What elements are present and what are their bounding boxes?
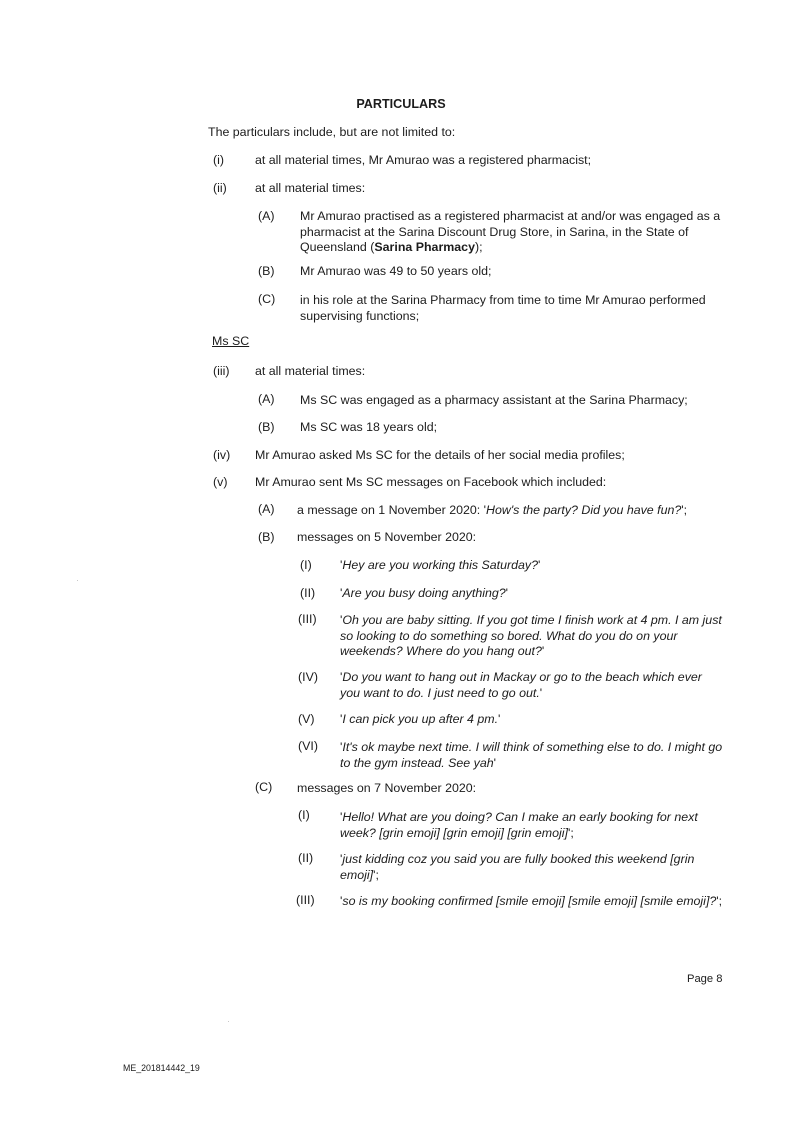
item-v-c-iii-text: 'so is my booking confirmed [smile emoji] [smile emoji] [smile emoji]?'; — [340, 894, 723, 908]
item-i-text: at all material times, Mr Amurao was a registered pharmacist; — [255, 153, 592, 167]
item-v-b-i-label: (I) — [300, 558, 312, 572]
scan-speck — [77, 580, 78, 581]
item-v-b-ii-label: (II) — [300, 586, 316, 600]
item-v-c-ii-label: (II) — [298, 851, 314, 865]
item-v-b-text: messages on 5 November 2020: — [297, 530, 477, 544]
item-v-c-label: (C) — [255, 780, 273, 794]
item-v-b-label: (B) — [258, 530, 275, 544]
item-v-b-vi-text: 'It's ok maybe next time. I will think of something else to do. I might go to the gym instead. See yah' — [340, 740, 723, 770]
item-ii-b-text: Mr Amurao was 49 to 50 years old; — [300, 264, 492, 278]
item-iii-a-text: Ms SC was engaged as a pharmacy assistant at the Sarina Pharmacy; — [300, 393, 688, 407]
item-v-c-i-label: (I) — [298, 808, 310, 822]
item-v-c-ii-text: 'just kidding coz you said you are fully booked this weekend [grin emoji]'; — [340, 852, 695, 882]
item-v-b-iv-text: 'Do you want to hang out in Mackay or go to the beach which ever you want to do. I just need to go out.' — [340, 670, 702, 700]
item-ii-text: at all material times: — [255, 181, 366, 195]
item-i-label: (i) — [213, 153, 225, 167]
scan-speck — [228, 1021, 229, 1022]
item-v-b-v-label: (V) — [298, 712, 315, 726]
item-v-c-i-text: 'Hello! What are you doing? Can I make an early booking for next week? [grin emoji] [grin emoji] [grin emoji]'; — [340, 810, 698, 840]
defined-term-sarina-pharmacy: Sarina Pharmacy — [374, 240, 475, 255]
item-v-b-i-text: 'Hey are you working this Saturday?' — [340, 558, 541, 572]
document-code: ME_201814442_19 — [123, 1063, 200, 1073]
item-iv-label: (iv) — [213, 448, 231, 462]
item-v-text: Mr Amurao sent Ms SC messages on Facebook which included: — [255, 475, 607, 489]
item-iii-b-text: Ms SC was 18 years old; — [300, 420, 438, 434]
item-v-a-label: (A) — [258, 502, 275, 516]
item-v-b-v-text: 'I can pick you up after 4 pm.' — [340, 712, 501, 726]
page-number: Page 8 — [687, 973, 723, 985]
item-iii-text: at all material times: — [255, 364, 366, 378]
item-v-c-text: messages on 7 November 2020: — [297, 781, 477, 795]
particulars-heading: PARTICULARS — [356, 97, 446, 111]
item-iii-b-label: (B) — [258, 420, 275, 434]
item-ii-c-label: (C) — [258, 292, 276, 306]
item-v-b-iii-text: 'Oh you are baby sitting. If you got time I finish work at 4 pm. I am just so looking to do something so bored. What do you do on your weekends? Where do you hang out?' — [340, 613, 722, 659]
item-iii-label: (iii) — [213, 364, 230, 378]
item-v-b-ii-text: 'Are you busy doing anything?' — [340, 586, 509, 600]
item-ii-a-text: Mr Amurao practised as a registered pharmacist at and/or was engaged as a pharmacist at the Sarina Discount Drug Store, in Sarina, in the State of Queensland (Sarina Pharmacy); — [300, 209, 721, 255]
item-v-b-iii-label: (III) — [298, 612, 317, 626]
item-v-label: (v) — [213, 475, 228, 489]
item-iv-text: Mr Amurao asked Ms SC for the details of her social media profiles; — [255, 448, 625, 462]
item-ii-label: (ii) — [213, 181, 227, 195]
item-ii-b-label: (B) — [258, 264, 275, 278]
item-ii-c-text: in his role at the Sarina Pharmacy from time to time Mr Amurao performed supervising functions; — [300, 293, 706, 323]
item-v-a-text: a message on 1 November 2020: 'How's the party? Did you have fun?'; — [297, 503, 688, 517]
item-ii-a-label: (A) — [258, 209, 275, 223]
item-v-b-iv-label: (IV) — [298, 670, 318, 684]
item-v-b-vi-label: (VI) — [298, 739, 318, 753]
intro-text: The particulars include, but are not limited to: — [208, 125, 456, 139]
section-heading-ms-sc: Ms SC — [212, 334, 250, 348]
item-v-c-iii-label: (III) — [296, 893, 315, 907]
item-iii-a-label: (A) — [258, 392, 275, 406]
quote-party: How's the party? Did you have fun? — [486, 503, 682, 517]
